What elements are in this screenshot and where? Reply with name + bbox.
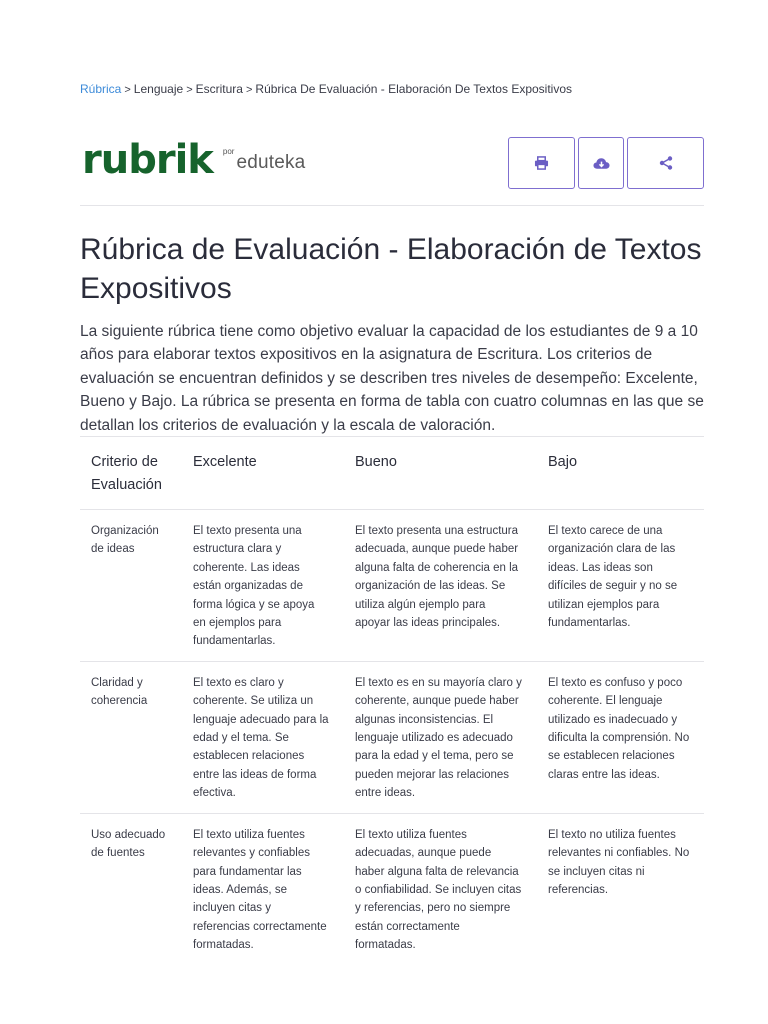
table-row bbox=[80, 813, 704, 964]
chevron-right-icon: > bbox=[124, 84, 131, 96]
table-header-row bbox=[80, 437, 704, 510]
cell-bajo: El texto carece de una organización clara de las ideas. Las ideas son difíciles de seguir y no se utilizan ejemplos para fundamentarlas. bbox=[537, 510, 704, 662]
cell-excelente: El texto utiliza fuentes relevantes y confiables para fundamentar las ideas. Además, se incluyen citas y referencias correctamente formatadas. bbox=[182, 813, 344, 964]
header-criterio: Criterio de Evaluación bbox=[80, 437, 182, 510]
action-buttons bbox=[508, 137, 707, 189]
table-row bbox=[80, 510, 704, 662]
header-divider bbox=[80, 205, 704, 206]
cell-criterio: Organización de ideas bbox=[80, 510, 182, 662]
share-button[interactable] bbox=[627, 137, 704, 189]
logo-brand: rubrik bbox=[82, 137, 213, 183]
logo-by: por bbox=[222, 147, 235, 156]
cell-criterio: Claridad y coherencia bbox=[80, 661, 182, 813]
share-icon bbox=[659, 156, 673, 170]
chevron-right-icon: > bbox=[245, 84, 253, 96]
cell-excelente: El texto presenta una estructura clara y coherente. Las ideas están organizadas de forma lógica y se apoya en ejemplos para fundamentarlas. bbox=[182, 510, 344, 662]
cell-bueno: El texto es en su mayoría claro y coherente, aunque puede haber algunas inconsistencias. El lenguaje utilizado es adecuado para la edad y el tema, pero se pueden mejorar las relaciones entre ideas. bbox=[344, 661, 537, 813]
cell-criterio: Uso adecuado de fuentes bbox=[80, 813, 182, 964]
page-title: Rúbrica de Evaluación - Elaboración de Textos Expositivos bbox=[80, 233, 702, 305]
intro-paragraph: La siguiente rúbrica tiene como objetivo evaluar la capacidad de los estudiantes de 9 a 10 años para elaborar textos expositivos en la asignatura de Escritura. Los criterios de evaluación se encuentran definidos y se describen tres niveles de desempeño: Excelente, Bueno y Bajo. La rúbrica se presenta en forma de tabla con cuatro columnas en las que se detallan los criterios de evaluación y la escala de valoración. bbox=[80, 323, 704, 434]
breadcrumb-item-rubrica[interactable]: Rúbrica bbox=[80, 82, 122, 96]
header-bueno: Bueno bbox=[344, 437, 537, 510]
rubrik-eduteka-logo[interactable] bbox=[82, 132, 306, 183]
printer-icon bbox=[534, 156, 549, 170]
cell-bajo: El texto es confuso y poco coherente. El lenguaje utilizado es inadecuado y dificulta la comprensión. No se establecen relaciones claras entre las ideas. bbox=[537, 661, 704, 813]
cell-bajo: El texto no utiliza fuentes relevantes ni confiables. No se incluyen citas ni referencias. bbox=[537, 813, 704, 964]
cell-excelente: El texto es claro y coherente. Se utiliza un lenguaje adecuado para la edad y el tema. Se establecen relaciones entre las ideas de forma efectiva. bbox=[182, 661, 344, 813]
cell-bueno: El texto presenta una estructura adecuada, aunque puede haber alguna falta de coherencia en la organización de las ideas. Se utiliza algún ejemplo para apoyar las ideas principales. bbox=[344, 510, 537, 662]
print-button[interactable] bbox=[508, 137, 575, 189]
breadcrumb-item-lenguaje[interactable]: Lenguaje bbox=[133, 82, 184, 96]
download-button[interactable] bbox=[578, 137, 624, 189]
breadcrumb-item-escritura[interactable]: Escritura bbox=[195, 82, 243, 96]
logo-partner: eduteka bbox=[236, 152, 306, 173]
breadcrumb bbox=[80, 82, 572, 96]
breadcrumb-item-current: Rúbrica De Evaluación - Elaboración De Textos Expositivos bbox=[255, 82, 573, 96]
header-bajo: Bajo bbox=[537, 437, 704, 510]
chevron-right-icon: > bbox=[186, 84, 193, 96]
rubric-table bbox=[80, 436, 704, 965]
table-row bbox=[80, 661, 704, 813]
cell-bueno: El texto utiliza fuentes adecuadas, aunque puede haber alguna falta de relevancia o confiabilidad. Se incluyen citas y referencias, pero no siempre están correctamente formatadas. bbox=[344, 813, 537, 964]
header-excelente: Excelente bbox=[182, 437, 344, 510]
cloud-download-icon bbox=[593, 157, 610, 170]
